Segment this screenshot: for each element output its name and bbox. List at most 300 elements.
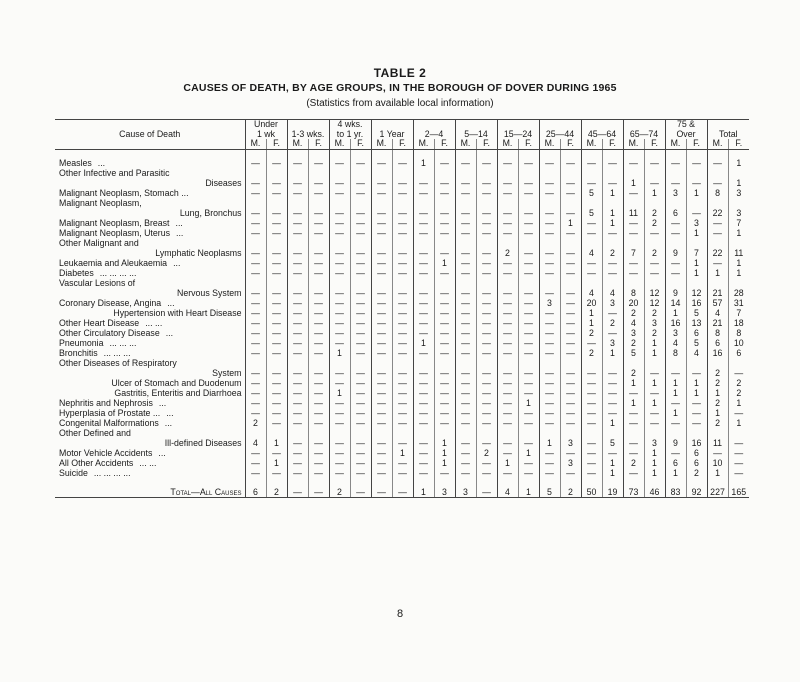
female-column-header: F.: [266, 139, 287, 149]
table-row: [55, 228, 749, 238]
cause-label: [55, 478, 245, 498]
value-cell: —: [287, 378, 308, 388]
value-cell: 2: [686, 468, 707, 478]
value-cell: —: [497, 258, 518, 268]
value-cell: —: [287, 149, 308, 168]
value-cell: 1: [560, 218, 581, 228]
value-cell: [665, 238, 686, 248]
age-group-header: 15—24: [497, 130, 539, 140]
value-cell: —: [350, 288, 371, 298]
cause-label: [55, 468, 245, 478]
value-cell: [623, 238, 644, 248]
value-cell: —: [581, 368, 602, 378]
value-cell: [497, 278, 518, 288]
age-group-header-line1: [371, 120, 413, 130]
value-cell: 3: [455, 478, 476, 498]
value-cell: —: [287, 208, 308, 218]
cause-name: Measles: [59, 157, 92, 168]
value-cell: —: [665, 398, 686, 408]
value-cell: —: [329, 448, 350, 458]
value-cell: 7: [728, 308, 749, 318]
value-cell: 4: [686, 348, 707, 358]
value-cell: —: [539, 418, 560, 428]
value-cell: —: [518, 308, 539, 318]
value-cell: 7: [686, 248, 707, 258]
value-cell: —: [518, 268, 539, 278]
value-cell: —: [644, 258, 665, 268]
value-cell: —: [581, 408, 602, 418]
value-cell: —: [392, 208, 413, 218]
table-row: [55, 418, 749, 428]
value-cell: —: [476, 298, 497, 308]
value-cell: —: [266, 218, 287, 228]
leader-dots: ...: [158, 447, 166, 458]
value-cell: —: [518, 248, 539, 258]
value-cell: [581, 428, 602, 438]
value-cell: —: [287, 218, 308, 228]
value-cell: [245, 358, 266, 368]
value-cell: —: [539, 458, 560, 468]
age-group-header-line1: [455, 120, 497, 130]
value-cell: 1: [434, 458, 455, 468]
value-cell: —: [413, 228, 434, 238]
value-cell: 6: [728, 348, 749, 358]
value-cell: —: [266, 348, 287, 358]
value-cell: —: [476, 149, 497, 168]
value-cell: —: [686, 208, 707, 218]
value-cell: —: [455, 188, 476, 198]
value-cell: —: [518, 178, 539, 188]
value-cell: 2: [707, 398, 728, 408]
value-cell: —: [329, 338, 350, 348]
value-cell: 1: [644, 188, 665, 198]
value-cell: [686, 168, 707, 178]
value-cell: —: [392, 388, 413, 398]
value-cell: —: [518, 188, 539, 198]
value-cell: 28: [728, 288, 749, 298]
value-cell: —: [602, 328, 623, 338]
value-cell: 1: [434, 258, 455, 268]
value-cell: —: [245, 208, 266, 218]
value-cell: —: [413, 218, 434, 228]
value-cell: [476, 358, 497, 368]
value-cell: [245, 238, 266, 248]
value-cell: [686, 238, 707, 248]
value-cell: 2: [644, 308, 665, 318]
cause-name: Gastritis, Enteritis and Diarrhoea: [114, 387, 242, 398]
value-cell: —: [308, 298, 329, 308]
value-cell: —: [434, 468, 455, 478]
value-cell: —: [455, 308, 476, 318]
value-cell: 16: [665, 318, 686, 328]
cause-label: [55, 368, 245, 378]
value-cell: 1: [623, 378, 644, 388]
value-cell: [350, 238, 371, 248]
value-cell: —: [413, 468, 434, 478]
value-cell: —: [455, 448, 476, 458]
cause-name: Other Defined and: [59, 427, 131, 438]
value-cell: —: [728, 438, 749, 448]
value-cell: 3: [728, 188, 749, 198]
value-cell: —: [728, 408, 749, 418]
value-cell: [350, 278, 371, 288]
value-cell: —: [413, 438, 434, 448]
value-cell: —: [665, 228, 686, 238]
age-group-header-line1: [287, 120, 329, 130]
value-cell: —: [413, 268, 434, 278]
cause-label: [55, 408, 245, 418]
value-cell: —: [329, 308, 350, 318]
value-cell: —: [245, 218, 266, 228]
value-cell: —: [308, 388, 329, 398]
cause-name: Diabetes: [59, 267, 94, 278]
value-cell: [266, 428, 287, 438]
value-cell: —: [455, 408, 476, 418]
table-note: (Statistics from available local information): [306, 98, 494, 109]
leader-dots: ...: [167, 297, 175, 308]
value-cell: —: [413, 178, 434, 188]
value-cell: —: [518, 468, 539, 478]
value-cell: [245, 428, 266, 438]
value-cell: [329, 238, 350, 248]
value-cell: [308, 358, 329, 368]
value-cell: —: [644, 388, 665, 398]
value-cell: 1: [728, 398, 749, 408]
value-cell: —: [539, 338, 560, 348]
value-cell: —: [392, 318, 413, 328]
value-cell: 1: [602, 468, 623, 478]
value-cell: —: [476, 408, 497, 418]
value-cell: 6: [665, 208, 686, 218]
value-cell: —: [392, 368, 413, 378]
value-cell: —: [350, 149, 371, 168]
value-cell: —: [308, 338, 329, 348]
leader-dots: ...: [165, 327, 174, 338]
value-cell: 6: [686, 328, 707, 338]
value-cell: [644, 168, 665, 178]
value-cell: —: [245, 348, 266, 358]
value-cell: —: [560, 268, 581, 278]
table-row: [55, 408, 749, 418]
value-cell: —: [602, 149, 623, 168]
value-cell: —: [266, 248, 287, 258]
value-cell: 1: [413, 338, 434, 348]
value-cell: —: [245, 328, 266, 338]
value-cell: —: [455, 178, 476, 188]
value-cell: 5: [686, 338, 707, 348]
value-cell: [623, 358, 644, 368]
value-cell: —: [287, 368, 308, 378]
value-cell: [350, 198, 371, 208]
value-cell: —: [581, 228, 602, 238]
cause-label: [55, 318, 245, 328]
value-cell: —: [287, 478, 308, 498]
value-cell: —: [707, 448, 728, 458]
value-cell: —: [434, 318, 455, 328]
value-cell: —: [392, 438, 413, 448]
value-cell: —: [665, 368, 686, 378]
value-cell: 13: [686, 318, 707, 328]
value-cell: 46: [644, 478, 665, 498]
value-cell: [413, 238, 434, 248]
value-cell: —: [371, 188, 392, 198]
value-cell: 1: [623, 178, 644, 188]
value-cell: [623, 428, 644, 438]
leader-dots: ...: [175, 217, 183, 228]
cause-label: [55, 149, 245, 168]
value-cell: 4: [665, 338, 686, 348]
value-cell: [602, 358, 623, 368]
value-cell: —: [329, 178, 350, 188]
value-cell: 1: [497, 458, 518, 468]
table-subtitle: CAUSES OF DEATH, BY AGE GROUPS, IN THE BOROUGH OF DOVER DURING 1965: [183, 82, 617, 94]
cause-label: [55, 398, 245, 408]
value-cell: 1: [413, 149, 434, 168]
value-cell: —: [455, 149, 476, 168]
table-row: [55, 438, 749, 448]
value-cell: 9: [665, 248, 686, 258]
value-cell: 2: [707, 378, 728, 388]
value-cell: —: [329, 208, 350, 218]
value-cell: —: [287, 418, 308, 428]
table-row: [55, 198, 749, 208]
value-cell: —: [287, 178, 308, 188]
value-cell: —: [392, 298, 413, 308]
leader-dots: ...: [173, 257, 181, 268]
value-cell: 1: [602, 208, 623, 218]
value-cell: —: [371, 208, 392, 218]
value-cell: —: [581, 218, 602, 228]
value-cell: —: [518, 368, 539, 378]
age-group-header: 65—74: [623, 130, 665, 140]
value-cell: 2: [707, 418, 728, 428]
value-cell: —: [602, 398, 623, 408]
leader-dots: ... ... ...: [103, 347, 131, 358]
value-cell: [539, 278, 560, 288]
value-cell: 1: [413, 478, 434, 498]
value-cell: —: [266, 258, 287, 268]
value-cell: 165: [728, 478, 749, 498]
value-cell: 3: [665, 188, 686, 198]
value-cell: 1: [665, 468, 686, 478]
value-cell: 1: [665, 408, 686, 418]
value-cell: 2: [623, 308, 644, 318]
value-cell: —: [392, 308, 413, 318]
value-cell: [560, 358, 581, 368]
value-cell: —: [455, 298, 476, 308]
value-cell: 22: [707, 208, 728, 218]
value-cell: —: [371, 298, 392, 308]
value-cell: —: [245, 458, 266, 468]
value-cell: —: [350, 208, 371, 218]
cause-label: [55, 268, 245, 278]
value-cell: —: [266, 398, 287, 408]
value-cell: —: [623, 218, 644, 228]
value-cell: 12: [686, 288, 707, 298]
value-cell: [245, 198, 266, 208]
age-group-header-line1: [623, 120, 665, 130]
value-cell: —: [455, 348, 476, 358]
cause-label: [55, 358, 245, 368]
value-cell: —: [329, 468, 350, 478]
cause-label: [55, 208, 245, 218]
value-cell: [518, 198, 539, 208]
value-cell: 1: [518, 478, 539, 498]
value-cell: —: [560, 418, 581, 428]
value-cell: —: [308, 408, 329, 418]
value-cell: —: [308, 178, 329, 188]
cause-name: Malignant Neoplasm, Stomach ...: [59, 187, 189, 198]
value-cell: —: [455, 468, 476, 478]
value-cell: —: [644, 408, 665, 418]
value-cell: —: [665, 178, 686, 188]
value-cell: —: [245, 368, 266, 378]
value-cell: [350, 358, 371, 368]
value-cell: [308, 428, 329, 438]
table-row: [55, 398, 749, 408]
male-column-header: M.: [623, 139, 644, 149]
value-cell: —: [350, 258, 371, 268]
value-cell: —: [350, 478, 371, 498]
value-cell: —: [329, 418, 350, 428]
value-cell: [644, 278, 665, 288]
value-cell: —: [707, 258, 728, 268]
male-column-header: M.: [497, 139, 518, 149]
value-cell: —: [581, 388, 602, 398]
value-cell: 3: [560, 438, 581, 448]
value-cell: —: [350, 408, 371, 418]
value-cell: —: [266, 178, 287, 188]
value-cell: —: [497, 378, 518, 388]
value-cell: —: [245, 268, 266, 278]
value-cell: —: [539, 218, 560, 228]
value-cell: —: [245, 258, 266, 268]
value-cell: —: [308, 308, 329, 318]
value-cell: —: [266, 188, 287, 198]
value-cell: —: [371, 149, 392, 168]
value-cell: [686, 428, 707, 438]
value-cell: —: [350, 378, 371, 388]
value-cell: 2: [602, 318, 623, 328]
value-cell: —: [413, 188, 434, 198]
value-cell: 2: [581, 348, 602, 358]
value-cell: —: [476, 228, 497, 238]
value-cell: —: [287, 328, 308, 338]
leader-dots: ...: [97, 157, 106, 168]
female-column-header: F.: [392, 139, 413, 149]
value-cell: 11: [728, 248, 749, 258]
value-cell: 1: [707, 388, 728, 398]
value-cell: [413, 198, 434, 208]
cause-label: [55, 378, 245, 388]
value-cell: [287, 278, 308, 288]
value-cell: 11: [707, 438, 728, 448]
value-cell: —: [350, 368, 371, 378]
value-cell: 1: [686, 228, 707, 238]
value-cell: 1: [644, 468, 665, 478]
value-cell: [497, 358, 518, 368]
value-cell: [287, 238, 308, 248]
value-cell: [329, 358, 350, 368]
value-cell: 1: [644, 338, 665, 348]
value-cell: —: [392, 408, 413, 418]
value-cell: —: [497, 408, 518, 418]
value-cell: —: [392, 178, 413, 188]
value-cell: —: [392, 338, 413, 348]
value-cell: 1: [686, 258, 707, 268]
value-cell: —: [644, 228, 665, 238]
value-cell: —: [560, 178, 581, 188]
value-cell: [434, 428, 455, 438]
value-cell: —: [644, 368, 665, 378]
value-cell: [434, 198, 455, 208]
age-group-header: 1 wk: [245, 130, 287, 140]
value-cell: [455, 198, 476, 208]
value-cell: —: [308, 328, 329, 338]
value-cell: —: [245, 388, 266, 398]
value-cell: —: [560, 388, 581, 398]
value-cell: —: [539, 149, 560, 168]
value-cell: [476, 428, 497, 438]
value-cell: [245, 278, 266, 288]
value-cell: —: [392, 149, 413, 168]
value-cell: 92: [686, 478, 707, 498]
value-cell: —: [413, 298, 434, 308]
value-cell: —: [266, 208, 287, 218]
value-cell: 1: [728, 149, 749, 168]
value-cell: —: [392, 348, 413, 358]
age-group-header-line1: [539, 120, 581, 130]
value-cell: —: [686, 178, 707, 188]
value-cell: —: [350, 228, 371, 238]
female-column-header: F.: [644, 139, 665, 149]
value-cell: 12: [644, 288, 665, 298]
female-column-header: F.: [518, 139, 539, 149]
value-cell: —: [497, 368, 518, 378]
cause-label: [55, 338, 245, 348]
value-cell: 5: [602, 438, 623, 448]
value-cell: —: [266, 308, 287, 318]
value-cell: —: [287, 468, 308, 478]
value-cell: —: [518, 258, 539, 268]
value-cell: —: [518, 318, 539, 328]
value-cell: —: [623, 188, 644, 198]
value-cell: 1: [686, 378, 707, 388]
value-cell: —: [371, 268, 392, 278]
table-row: [55, 149, 749, 168]
value-cell: —: [728, 368, 749, 378]
value-cell: —: [560, 208, 581, 218]
value-cell: [728, 238, 749, 248]
value-cell: —: [686, 149, 707, 168]
value-cell: —: [434, 308, 455, 318]
value-cell: —: [245, 248, 266, 258]
value-cell: 8: [707, 328, 728, 338]
value-cell: —: [413, 368, 434, 378]
value-cell: —: [476, 458, 497, 468]
male-column-header: M.: [539, 139, 560, 149]
value-cell: —: [686, 418, 707, 428]
age-group-header: 2—4: [413, 130, 455, 140]
value-cell: —: [539, 388, 560, 398]
value-cell: —: [455, 338, 476, 348]
value-cell: —: [308, 228, 329, 238]
cause-label: [55, 308, 245, 318]
value-cell: [665, 198, 686, 208]
value-cell: —: [392, 468, 413, 478]
value-cell: 1: [728, 178, 749, 188]
female-column-header: F.: [560, 139, 581, 149]
